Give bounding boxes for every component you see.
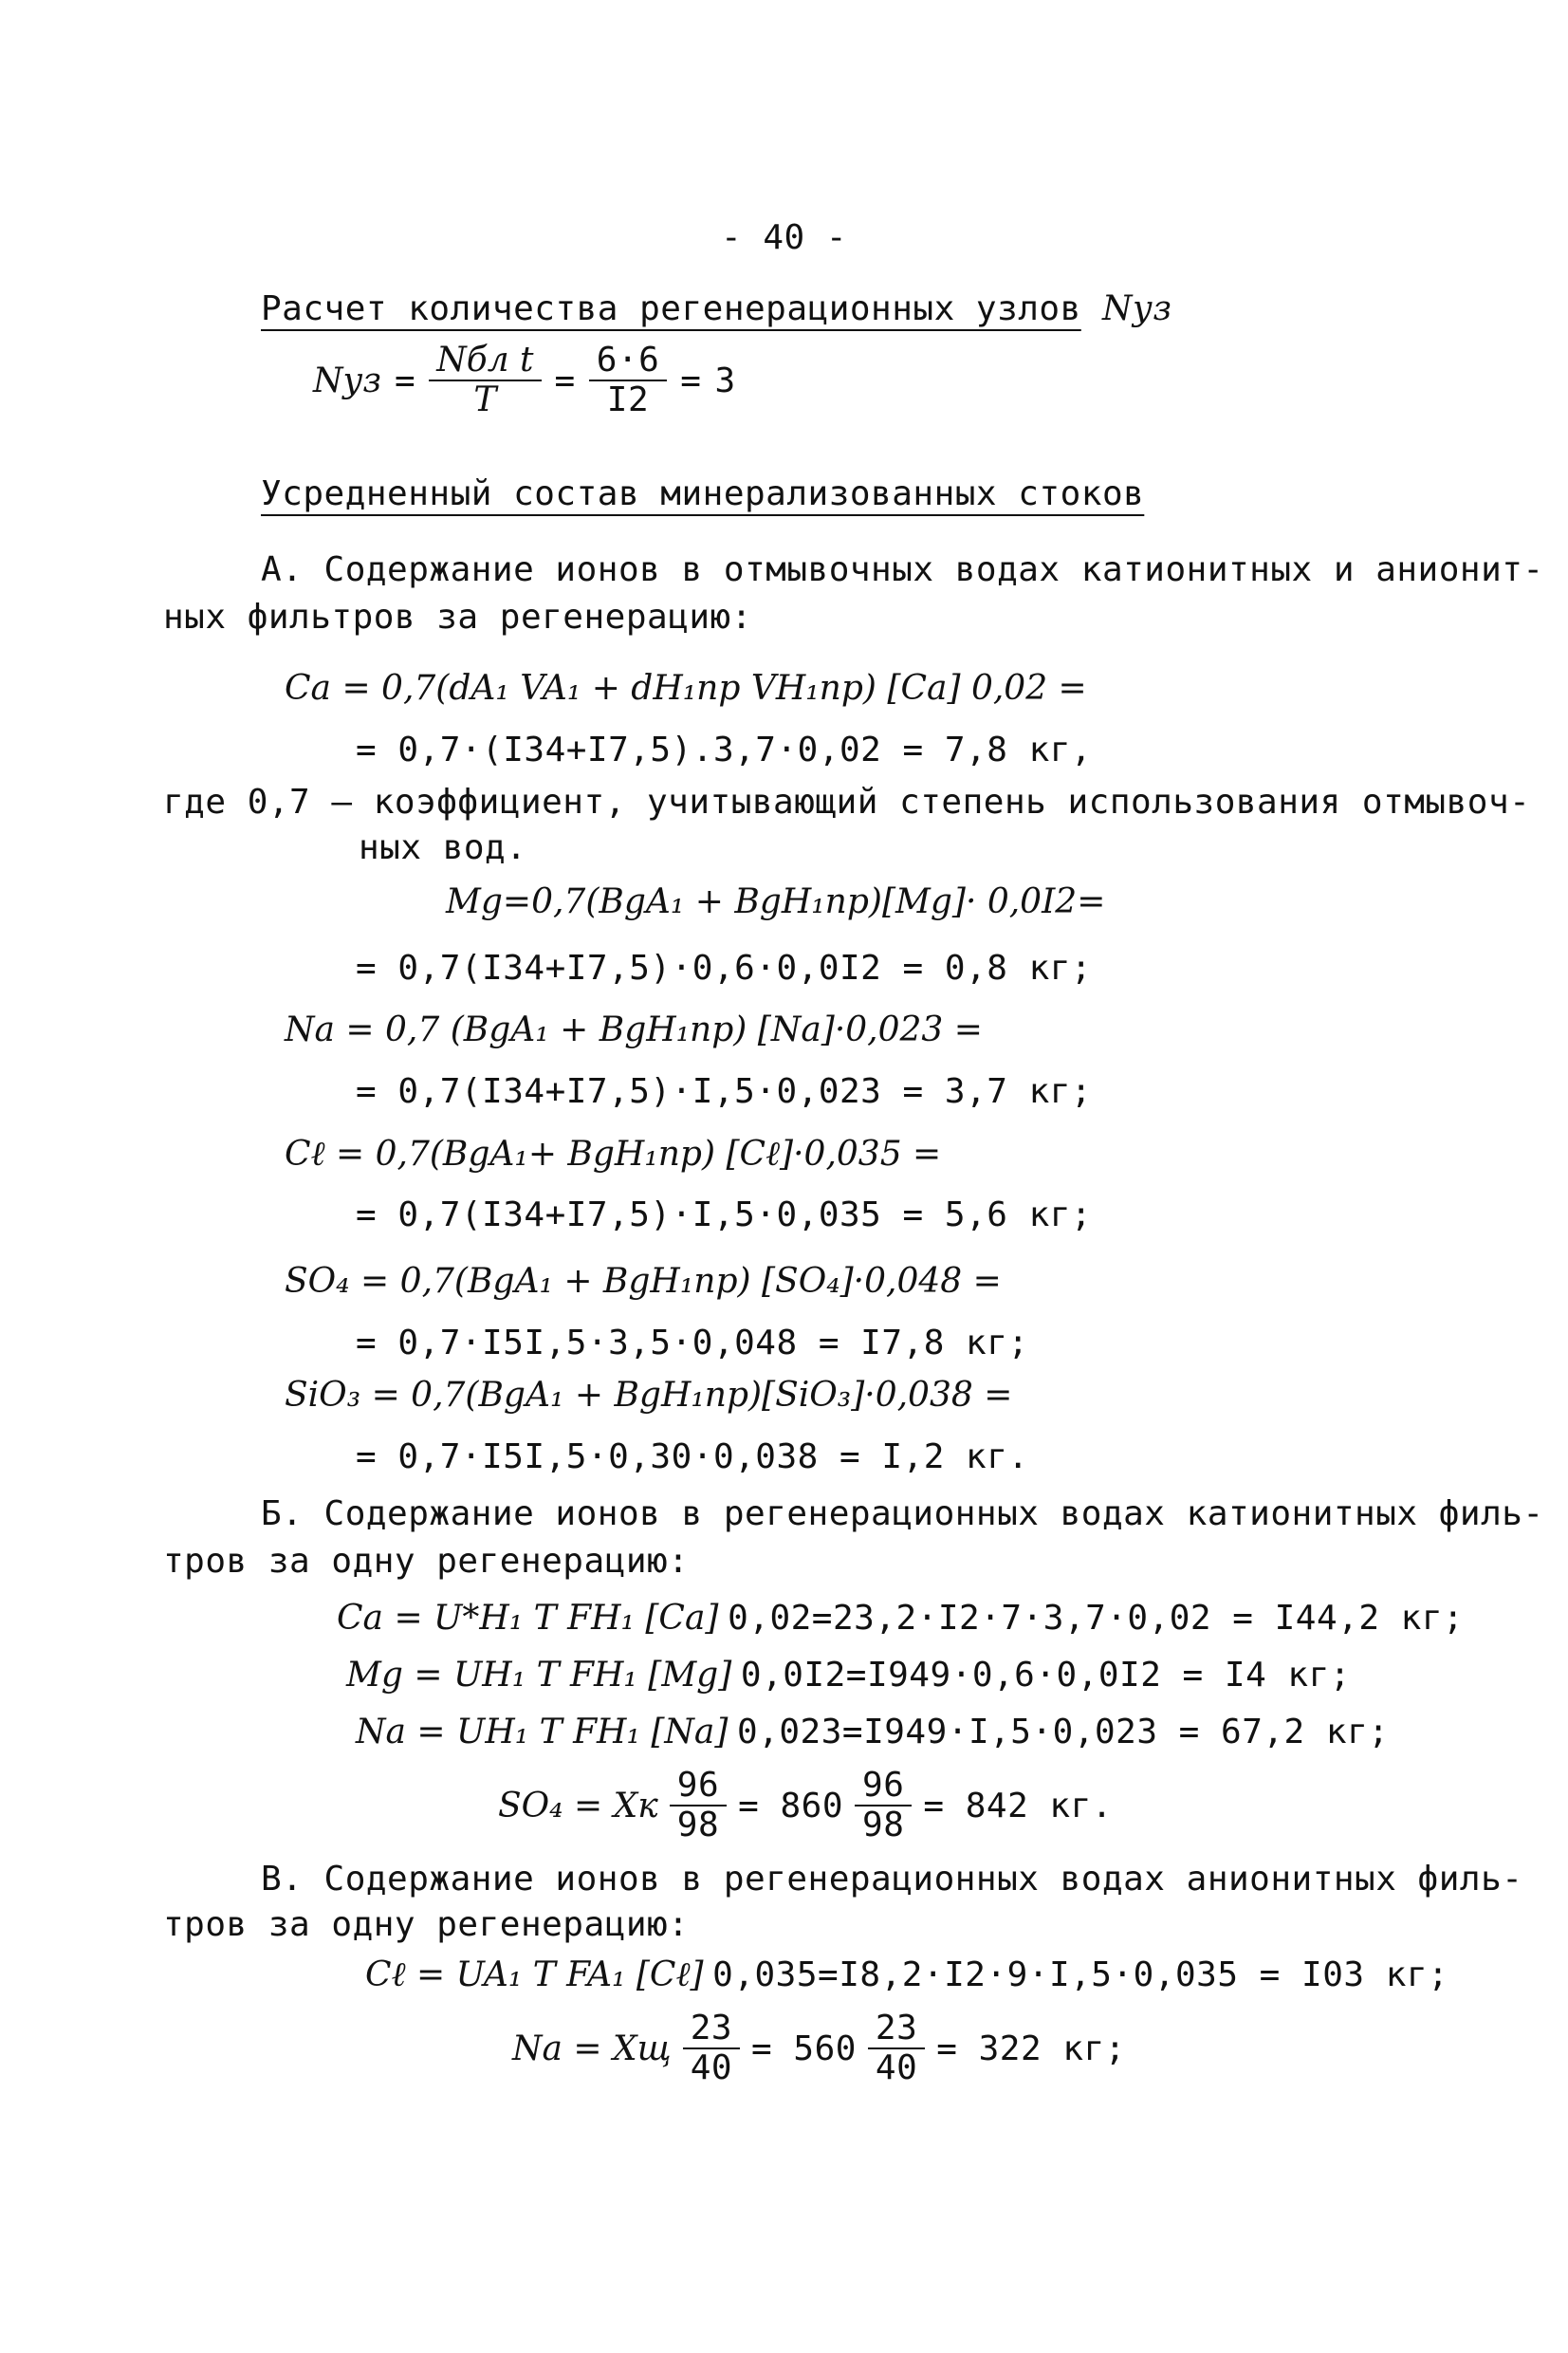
paragraph-a-line2: ных фильтров за регенерацию:: [163, 598, 752, 637]
fraction-numerator: Nбл t: [429, 342, 541, 381]
formula-mg-wash: Mg=0,7(BgA₁ + BgH₁пр)[Mg]· 0,0I2=: [446, 882, 1106, 921]
result-sio3-wash: = 0,7·I5I,5·0,30·0,038 = I,2 кг.: [356, 1437, 1029, 1476]
formula-na-regen-lhs: Na = UH₁ T FH₁ [Na]: [356, 1713, 729, 1751]
fraction-denominator: 40: [875, 2048, 918, 2087]
fraction-numerator: 96: [670, 1767, 727, 1806]
section-title-symbol: Nуз: [1101, 289, 1172, 328]
equals-sign: =: [680, 361, 702, 400]
formula-n-uz: [313, 342, 736, 419]
page-number: - 40 -: [721, 218, 848, 257]
equals-sign: =: [554, 361, 576, 400]
formula-na-alkali-mid: = 560: [751, 2029, 857, 2068]
note-coefficient-line2: ных вод.: [359, 828, 527, 867]
fraction-23-over-40: [683, 2010, 740, 2087]
result-so4-wash: = 0,7·I5I,5·3,5·0,048 = I7,8 кг;: [356, 1324, 1029, 1362]
fraction-numerator: 6·6: [589, 342, 668, 381]
paragraph-b-line2: тров за одну регенерацию:: [163, 1542, 690, 1581]
formula-so4-regen: [498, 1767, 1113, 1844]
formula-sio3-wash: SiO₃ = 0,7(BgA₁ + BgH₁пр)[SiO₃]·0,038 =: [285, 1376, 1013, 1415]
equals-sign: =: [395, 361, 416, 400]
formula-cl-regen-lhs: Cℓ = UA₁ T FA₁ [Cℓ]: [365, 1955, 704, 1994]
formula-so4-regen-result: = 842 кг.: [923, 1786, 1113, 1825]
formula-mg-regen-rhs: 0,0I2=I949·0,6·0,0I2 = I4 кг;: [740, 1656, 1351, 1695]
formula-ca-regen-lhs: Ca = U*H₁ T FH₁ [Ca]: [337, 1599, 719, 1638]
fraction-numerator: 96: [855, 1767, 912, 1806]
formula-lhs: Nуз: [313, 361, 382, 400]
fraction-6x6-over-12: [589, 342, 668, 419]
fraction-numerator: 23: [868, 2010, 925, 2049]
formula-mg-regen: [346, 1656, 1351, 1695]
formula-result: 3: [714, 361, 736, 400]
result-mg-wash: = 0,7(I34+I7,5)·0,6·0,0I2 = 0,8 кг;: [356, 949, 1093, 988]
paragraph-b-line1: Б. Содержание ионов в регенерационных водах катионитных филь-: [261, 1494, 1544, 1533]
section-title-text: Расчет количества регенерационных узлов: [261, 289, 1081, 328]
fraction-96-over-98: [670, 1767, 727, 1844]
result-ca-wash: = 0,7·(I34+I7,5).3,7·0,02 = 7,8 кг,: [356, 731, 1093, 769]
formula-na-regen: [356, 1713, 1389, 1751]
result-cl-wash: = 0,7(I34+I7,5)·I,5·0,035 = 5,6 кг;: [356, 1195, 1093, 1234]
fraction-denominator: 98: [676, 1806, 720, 1844]
paragraph-v-line1: В. Содержание ионов в регенерационных водах анионитных филь-: [261, 1860, 1523, 1899]
formula-ca-regen-rhs: 0,02=23,2·I2·7·3,7·0,02 = I44,2 кг;: [728, 1599, 1465, 1638]
formula-na-regen-rhs: 0,023=I949·I,5·0,023 = 67,2 кг;: [737, 1713, 1390, 1751]
formula-cl-regen-rhs: 0,035=I8,2·I2·9·I,5·0,035 = I03 кг;: [712, 1955, 1449, 1994]
fraction-96-over-98: [855, 1767, 912, 1844]
formula-na-alkali: [512, 2010, 1126, 2087]
formula-na-alkali-result: = 322 кг;: [936, 2029, 1126, 2068]
fraction-denominator: I2: [606, 380, 650, 419]
section-title-regeneration-nodes: [261, 289, 1172, 328]
fraction-denominator: T: [473, 380, 497, 419]
formula-cl-wash: Cℓ = 0,7(BgA₁+ BgH₁пр) [Cℓ]·0,035 =: [285, 1135, 942, 1174]
note-coefficient-line1: где 0,7 – коэффициент, учитывающий степень использования отмывоч-: [163, 783, 1531, 822]
formula-so4-regen-mid: = 860: [738, 1786, 844, 1825]
formula-na-wash: Na = 0,7 (BgA₁ + BgH₁пр) [Na]·0,023 =: [285, 1010, 983, 1049]
formula-ca-regen: [337, 1599, 1464, 1638]
section-title-mineral-effluent: Усредненный состав минерализованных стоков: [261, 474, 1145, 513]
result-na-wash: = 0,7(I34+I7,5)·I,5·0,023 = 3,7 кг;: [356, 1072, 1093, 1111]
formula-na-alkali-lhs: Na = Xщ: [512, 2029, 672, 2068]
fraction-denominator: 98: [862, 1806, 905, 1844]
paragraph-a-line1: А. Содержание ионов в отмывочных водах катионитных и анионит-: [261, 550, 1544, 589]
fraction-denominator: 40: [690, 2048, 733, 2087]
paragraph-v-line2: тров за одну регенерацию:: [163, 1905, 690, 1944]
formula-so4-regen-lhs: SO₄ = Xк: [498, 1786, 658, 1825]
fraction-23-over-40: [868, 2010, 925, 2087]
fraction-numerator: 23: [683, 2010, 740, 2049]
formula-cl-regen: [365, 1955, 1448, 1994]
formula-mg-regen-lhs: Mg = UH₁ T FH₁ [Mg]: [346, 1656, 732, 1695]
formula-ca-wash: Ca = 0,7(dA₁ VA₁ + dH₁пр VH₁пр) [Ca] 0,02 =: [285, 669, 1087, 708]
fraction-nbl-t-over-t: [429, 342, 541, 419]
formula-so4-wash: SO₄ = 0,7(BgA₁ + BgH₁пр) [SO₄]·0,048 =: [285, 1262, 1002, 1301]
